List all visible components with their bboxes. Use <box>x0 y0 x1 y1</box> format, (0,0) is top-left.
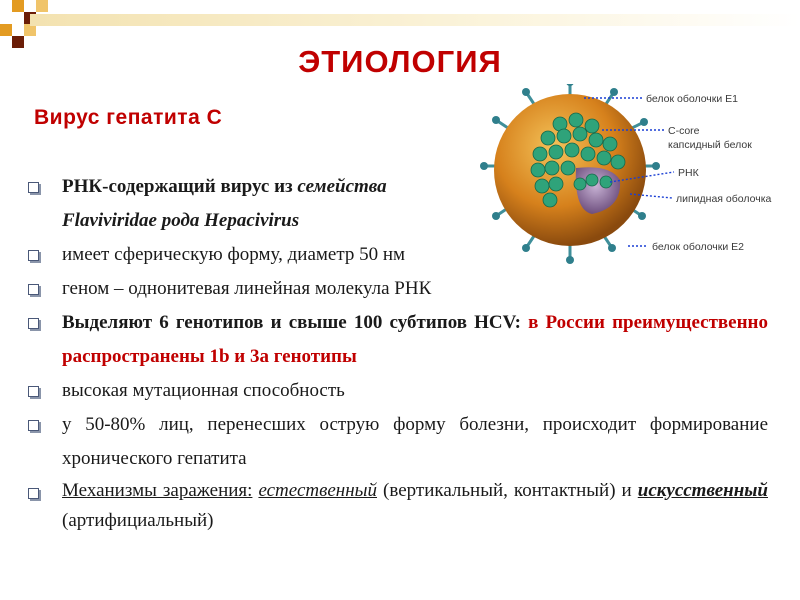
header-bar <box>30 14 800 26</box>
list-item <box>22 170 768 238</box>
bullet-marker <box>28 386 39 397</box>
bullet-7-natural: естественный <box>258 480 378 501</box>
bullet-4-text-part-1: Выделяют 6 генотипов и свыше 100 субтипов HCV: <box>62 312 521 333</box>
page-title: ЭТИОЛОГИЯ <box>298 44 502 79</box>
bullet-marker <box>28 420 39 431</box>
label-e2-protein: белок оболочки Е2 <box>652 241 744 253</box>
label-capsid-protein: капсидный белок <box>668 139 752 151</box>
bullet-marker <box>28 182 39 193</box>
bullet-2-text: имеет сферическую форму, диаметр 50 нм <box>62 244 406 265</box>
bullet-7-end: (артифициальный) <box>62 510 214 531</box>
list-item <box>22 476 768 536</box>
bullet-marker <box>28 284 39 295</box>
list-item <box>22 408 768 476</box>
bullet-1-line-2: Flaviviridae рода Hepacivirus <box>62 210 300 231</box>
bullet-7-artificial: искусственный <box>637 480 768 501</box>
bullet-marker <box>28 488 39 499</box>
list-item <box>22 306 768 374</box>
page-subtitle: Вирус гепатита С <box>34 106 223 129</box>
bullet-4-text-part-2: в России преимущественно распространены 1b и 3а генотипы <box>62 312 768 367</box>
label-lipid-envelope: липидная оболочка <box>676 193 772 205</box>
bullet-7-mechanisms: Механизмы заражения: <box>62 480 253 501</box>
etiology-list <box>22 170 768 536</box>
bullet-5-text: высокая мутационная способность <box>62 380 345 401</box>
bullet-1-line-1: РНК-содержащий вирус из семейства <box>62 176 387 197</box>
label-c-core: С-core <box>668 125 700 137</box>
bullet-marker <box>28 318 39 329</box>
bullet-3-text: геном – однонитевая линейная молекула РНК <box>62 278 432 299</box>
bullet-marker <box>28 250 39 261</box>
list-item <box>22 374 768 408</box>
bullet-7-middle: (вертикальный, контактный) и <box>377 480 638 501</box>
label-e1-protein: белок оболочки Е1 <box>646 93 738 105</box>
list-item <box>22 238 768 272</box>
label-rna: РНК <box>678 167 699 179</box>
bullet-6-text: у 50-80% лиц, перенесших острую форму болезни, происходит формирование хронического гепатита <box>62 414 768 469</box>
list-item <box>22 272 768 306</box>
